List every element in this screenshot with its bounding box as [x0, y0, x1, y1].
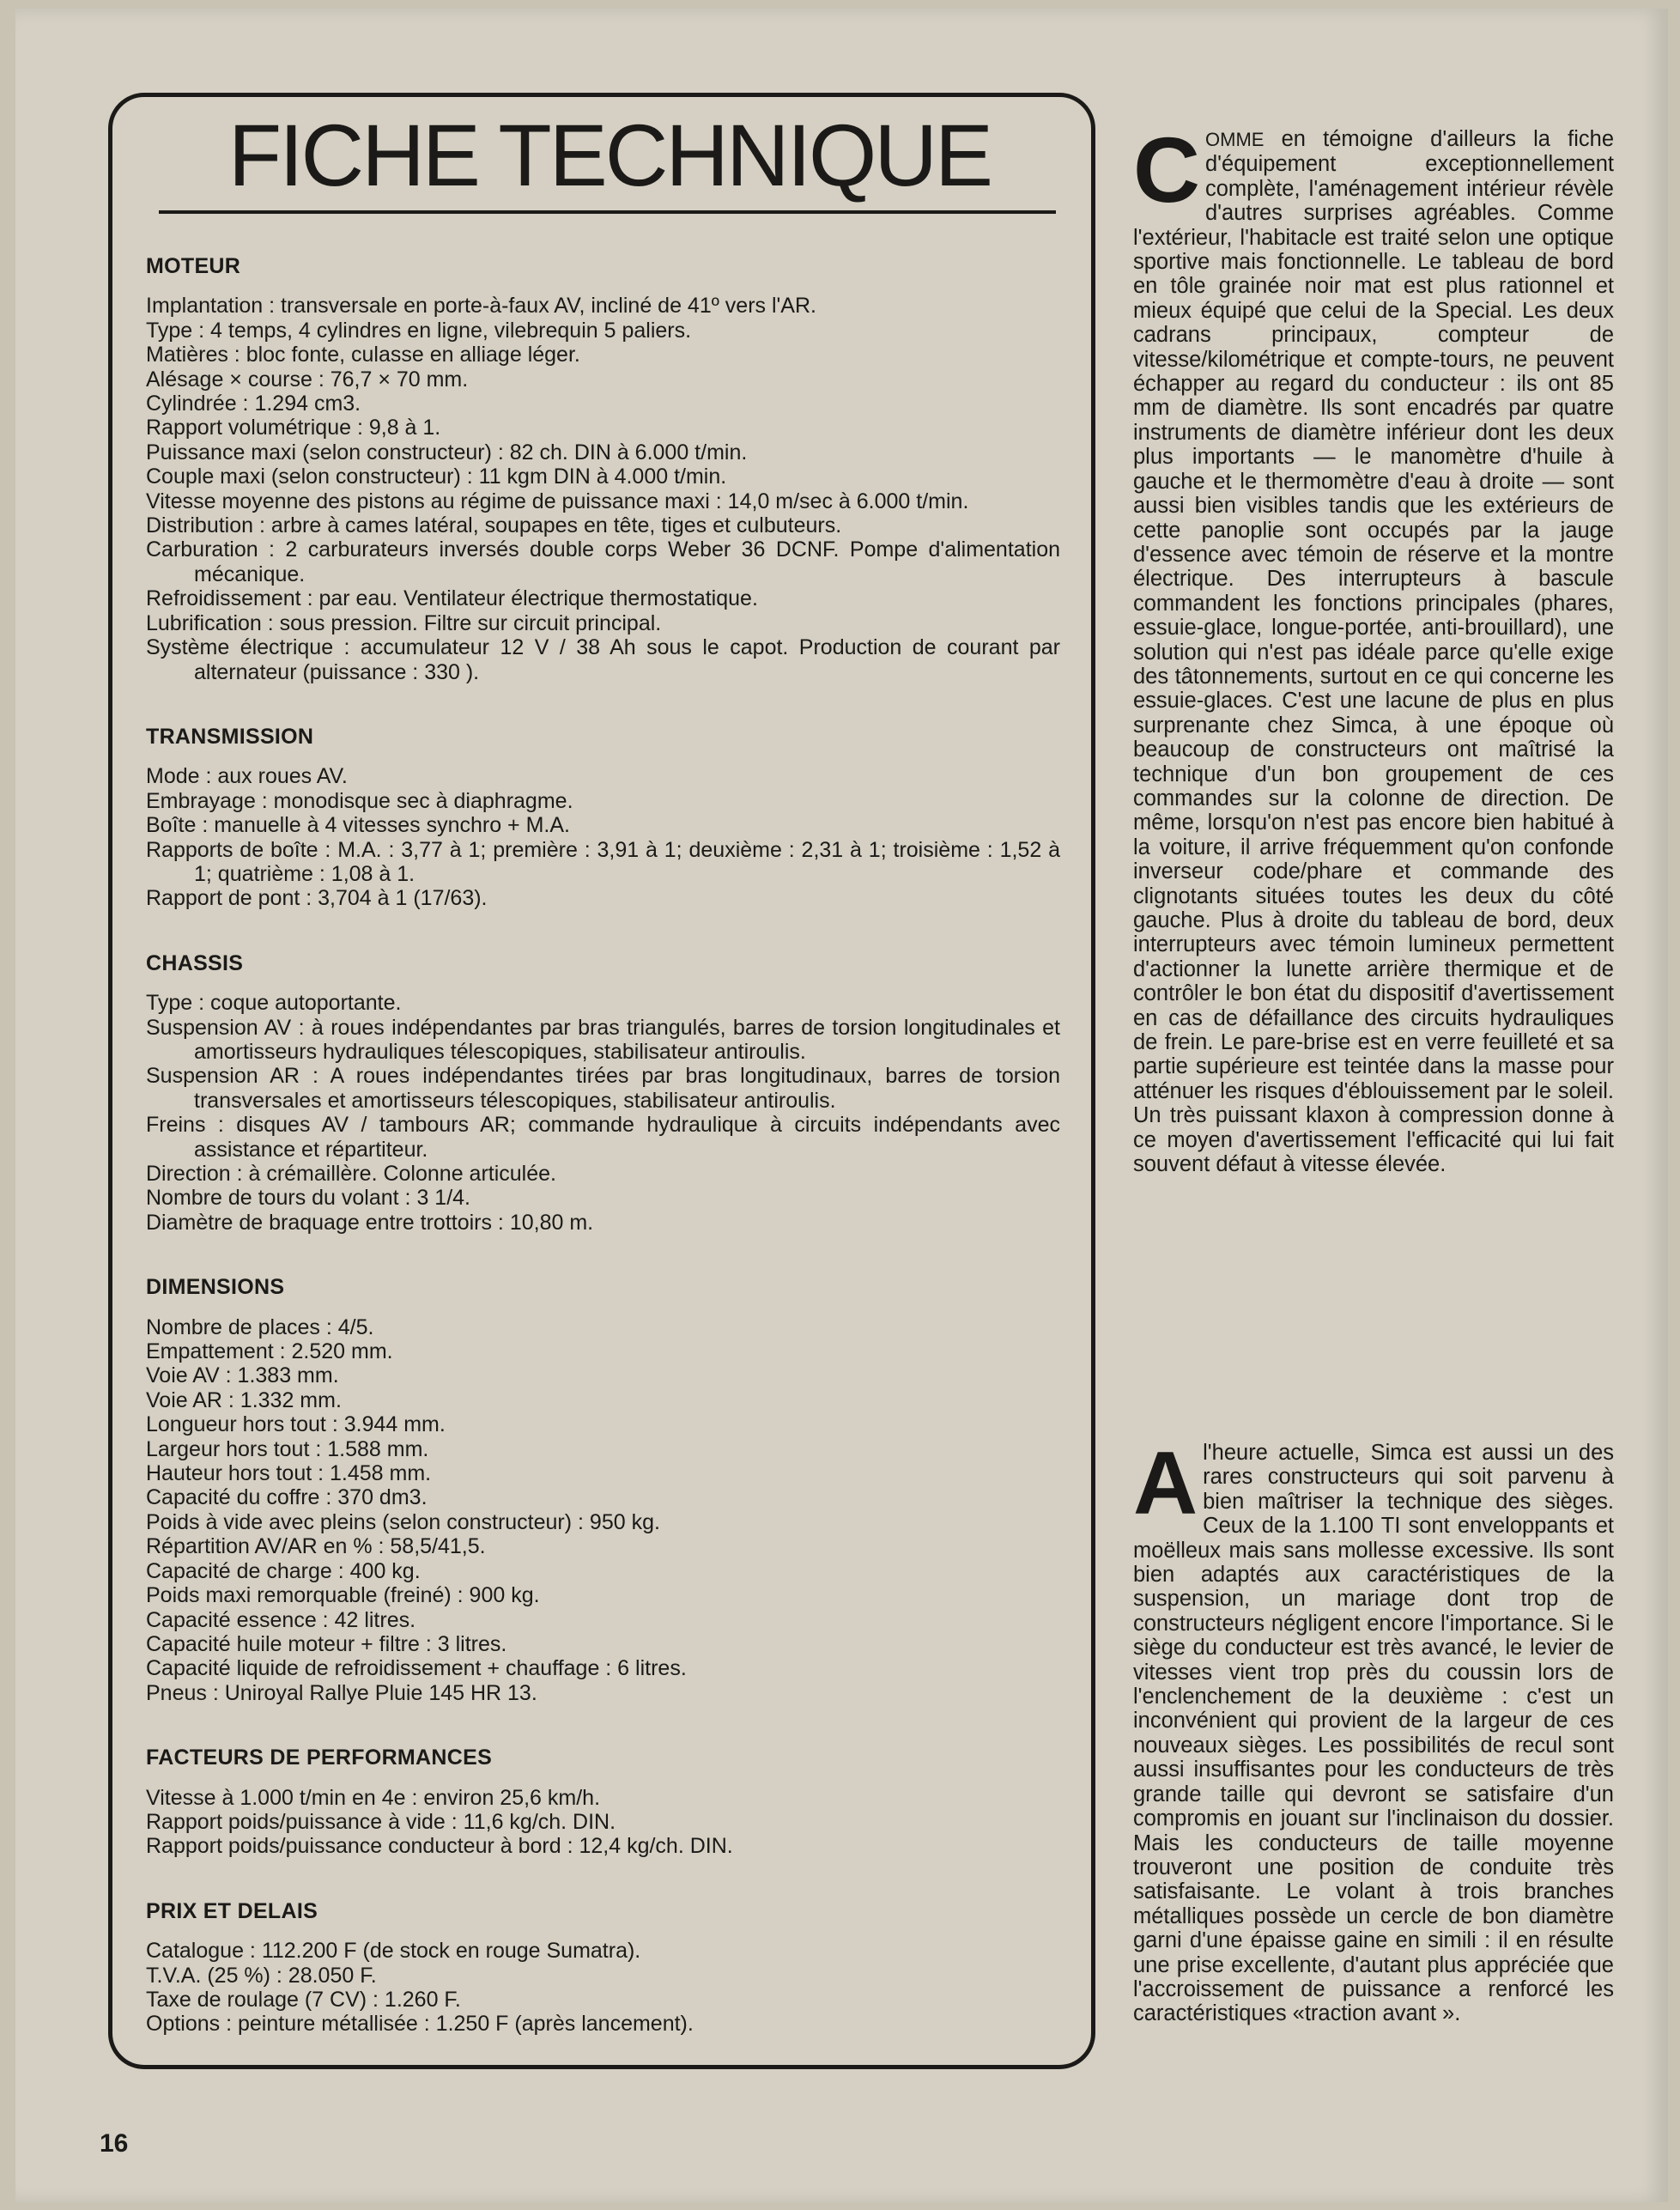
spec-line: Nombre de places : 4/5. [146, 1314, 374, 1339]
spec-line: Rapport de pont : 3,704 à 1 (17/63). [146, 886, 488, 911]
spec-line: Longueur hors tout : 3.944 mm. [146, 1412, 446, 1437]
spec-line: Pneus : Uniroyal Rallye Pluie 145 HR 13. [146, 1680, 537, 1705]
spec-line: Système électrique : accumulateur 12 V / 38 Ah sous le capot. Production de courant par alternateur (puissance : 330 ). [146, 635, 1060, 684]
spec-line: Capacité du coffre : 370 dm3. [146, 1485, 428, 1510]
spec-line: Capacité liquide de refroidissement + chauffage : 6 litres. [146, 1656, 687, 1681]
spec-line: Vitesse moyenne des pistons au régime de puissance maxi : 14,0 m/sec à 6.000 t/min. [146, 489, 969, 513]
paragraph-text: en témoigne d'ailleurs la fiche d'équipement exceptionnellement complète, l'aménagement intérieur révèle d'autres surprises agréables. Comme l'extérieur, l'habitacle est traité selon une optique sportive mais fonctionnelle. Le tableau de bord en tôle grainée noir mat est plus rationnel et mieux équipé que celui de la Special. Les deux cadrans principaux, compteur de vitesse/kilométrique et compte-tours, ne peuvent échapper au regard du conducteur : ils ont 85 mm de diamètre. Ils sont encadrés par quatre instruments de diamètre inférieur dont les deux plus importants — le manomètre d'huile à gauche et le thermomètre d'eau à droite — sont aussi bien visibles tandis que les extérieurs de cette panoplie sont occupés par la jauge d'essence avec témoin de réserve et la montre électrique. Des interrupteurs à bascule commandent les fonctions principales (phares, essuie-glace, longue-portée, anti-brouillard), une solution qui n'est pas idéale parce qu'elle exige des tâtonnements, surtout en ce qui concerne les essuie-glaces. C'est une lacune de plus en plus surprenante chez Simca, à une époque où beaucoup de constructeurs ont maîtrisé la technique d'un bon groupement de ces commandes sur la colonne de direction. De même, lorsqu'on n'est pas encore bien habitué à la voiture, il arrive fréquemment qu'on confonde inverseur code/phare et commande des clignotants situées toutes les deux du côté gauche. Plus à droite du tableau de bord, deux interrupteurs avec témoin lumineux permettent d'actionner la lunette arrière thermique et de contrôler le bon état du dispositif d'avertissement en cas de défaillance des circuits hydrauliques de frein. Le pare-brise est en verre feuilleté et sa partie supérieure est teintée dans la masse pour atténuer les risques d'éblouissement par le soleil. Un très puissant klaxon à compression donne à ce moyen d'avertissement l'efficacité qui lui fait souvent défaut à vitesse élevée. [1133, 127, 1614, 1177]
spec-line: Diamètre de braquage entre trottoirs : 10,80 m. [146, 1210, 594, 1235]
section-transmission [146, 725, 1060, 911]
page-number: 16 [100, 2129, 129, 2158]
spec-line: Nombre de tours du volant : 3 1/4. [146, 1186, 470, 1211]
spec-line: Suspension AR : A roues indépendantes tirées par bras longitudinaux, barres de torsion transversales et amortisseurs télescopiques, stabilisateur antiroulis. [146, 1064, 1060, 1113]
spec-line: Capacité essence : 42 litres. [146, 1607, 416, 1632]
spec-line: Poids maxi remorquable (freiné) : 900 kg. [146, 1583, 540, 1608]
article-column-top [1133, 118, 1614, 1177]
spec-line: Taxe de roulage (7 CV) : 1.260 F. [146, 1987, 461, 2012]
section-heading: TRANSMISSION [146, 724, 314, 749]
section-heading: CHASSIS [146, 950, 244, 975]
spec-line: Refroidissement : par eau. Ventilateur électrique thermostatique. [146, 586, 758, 611]
spec-line: Embrayage : monodisque sec à diaphragme. [146, 788, 573, 813]
drop-cap: A [1133, 1434, 1198, 1533]
section-chassis [146, 951, 1060, 1235]
section-dimensions [146, 1275, 1060, 1705]
spec-line: Puissance maxi (selon constructeur) : 82 ch. DIN à 6.000 t/min. [146, 440, 748, 464]
section-prix [146, 1899, 1060, 2037]
section-heading: DIMENSIONS [146, 1275, 285, 1300]
spec-line: Hauteur hors tout : 1.458 mm. [146, 1461, 432, 1486]
spec-line: Couple maxi (selon constructeur) : 11 kgm DIN à 4.000 t/min. [146, 464, 727, 489]
spec-line: Options : peinture métallisée : 1.250 F (après lancement). [146, 2012, 694, 2037]
section-heading: FACTEURS DE PERFORMANCES [146, 1746, 493, 1770]
spec-line: T.V.A. (25 %) : 28.050 F. [146, 1963, 377, 1988]
spec-line: Alésage × course : 76,7 × 70 mm. [146, 367, 469, 392]
spec-line: Lubrification : sous pression. Filtre sur circuit principal. [146, 610, 662, 635]
spec-line: Empattement : 2.520 mm. [146, 1339, 393, 1364]
spec-line: Direction : à crémaillère. Colonne articulée. [146, 1162, 556, 1186]
title-underline [159, 210, 1056, 214]
spec-line: Voie AV : 1.383 mm. [146, 1363, 339, 1388]
spec-line: Freins : disques AV / tambours AR; commande hydraulique à circuits indépendants avec assistance et répartiteur. [146, 1113, 1060, 1162]
section-heading: MOTEUR [146, 254, 241, 278]
section-moteur [146, 254, 1060, 684]
spec-line: Vitesse à 1.000 t/min en 4e : environ 25,6 km/h. [146, 1785, 601, 1810]
article-paragraph [1133, 118, 1614, 1177]
spec-line: Carburation : 2 carburateurs inversés double corps Weber 36 DCNF. Pompe d'alimentation mécanique. [146, 537, 1060, 586]
spec-line: Rapport poids/puissance conducteur à bord : 12,4 kg/ch. DIN. [146, 1834, 733, 1859]
spec-line: Mode : aux roues AV. [146, 764, 348, 789]
drop-cap: C [1133, 118, 1200, 222]
fiche-title: FICHE TECHNIQUE [227, 106, 992, 204]
spec-line: Rapports de boîte : M.A. : 3,77 à 1; première : 3,91 à 1; deuxième : 2,31 à 1; troisième : 1,52 à 1; quatrième : 1,08 à 1. [146, 837, 1060, 886]
spec-line: Capacité de charge : 400 kg. [146, 1558, 421, 1583]
section-heading: PRIX ET DELAIS [146, 1898, 318, 1923]
paragraph-text: l'heure actuelle, Simca est aussi un des rares constructeurs qui soit parvenu à bien maîtriser la technique des sièges. Ceux de la 1.100 TI sont enveloppants et moëlleux mais sans mollesse excessive. Ils sont bien adaptés aux caractéristiques de la suspension, un mariage dont trop de constructeurs négligent encore l'importance. Si le siège du conducteur est très avancé, le levier de vitesses vient trop près du coussin lors de l'enclenchement de la deuxième : c'est un inconvénient qui provient de la largeur de ces nouveaux sièges. Les possibilités de recul sont aussi insuffisantes pour les conducteurs de très grande taille qui devront se satisfaire d'un compromis en jouant sur l'inclinaison du dossier. Mais les conducteurs de taille moyenne trouveront une position de conduite très satisfaisante. Le volant à trois branches métalliques possède un cercle de bon diamètre garni d'une épaisse gaine en simili : il en résulte une prise excellente, d'autant plus appréciée que l'accroissement de puissance a renforcé les caractéristiques «traction avant ». [1133, 1441, 1614, 2026]
spec-line: Rapport volumétrique : 9,8 à 1. [146, 416, 441, 440]
spec-line: Rapport poids/puissance à vide : 11,6 kg/ch. DIN. [146, 1809, 616, 1834]
article-paragraph [1133, 1434, 1614, 2026]
spec-line: Type : coque autoportante. [146, 991, 402, 1016]
spec-line: Poids à vide avec pleins (selon constructeur) : 950 kg. [146, 1509, 660, 1534]
spec-line: Répartition AV/AR en % : 58,5/41,5. [146, 1534, 486, 1559]
fiche-technique-body [146, 254, 1060, 2037]
spec-line: Boîte : manuelle à 4 vitesses synchro + M.A. [146, 813, 570, 838]
section-performances [146, 1746, 1060, 1859]
spec-line: Voie AR : 1.332 mm. [146, 1387, 342, 1412]
spec-line: Implantation : transversale en porte-à-faux AV, incliné de 41º vers l'AR. [146, 294, 816, 319]
spec-line: Type : 4 temps, 4 cylindres en ligne, vilebrequin 5 paliers. [146, 318, 692, 343]
spec-line: Largeur hors tout : 1.588 mm. [146, 1436, 429, 1461]
spec-line: Catalogue : 112.200 F (de stock en rouge Sumatra). [146, 1939, 641, 1964]
article-column-bottom [1133, 1434, 1614, 2026]
spec-line: Distribution : arbre à cames latéral, soupapes en tête, tiges et culbuteurs. [146, 513, 842, 538]
spec-line: Matières : bloc fonte, culasse en alliage léger. [146, 343, 580, 367]
lead-word: OMME [1205, 129, 1265, 150]
spec-line: Cylindrée : 1.294 cm3. [146, 392, 361, 416]
spec-line: Suspension AV : à roues indépendantes par bras triangulés, barres de torsion longitudinales et amortisseurs hydrauliques télescopiques, stabilisateur antiroulis. [146, 1015, 1060, 1064]
spec-line: Capacité huile moteur + filtre : 3 litres. [146, 1631, 507, 1656]
